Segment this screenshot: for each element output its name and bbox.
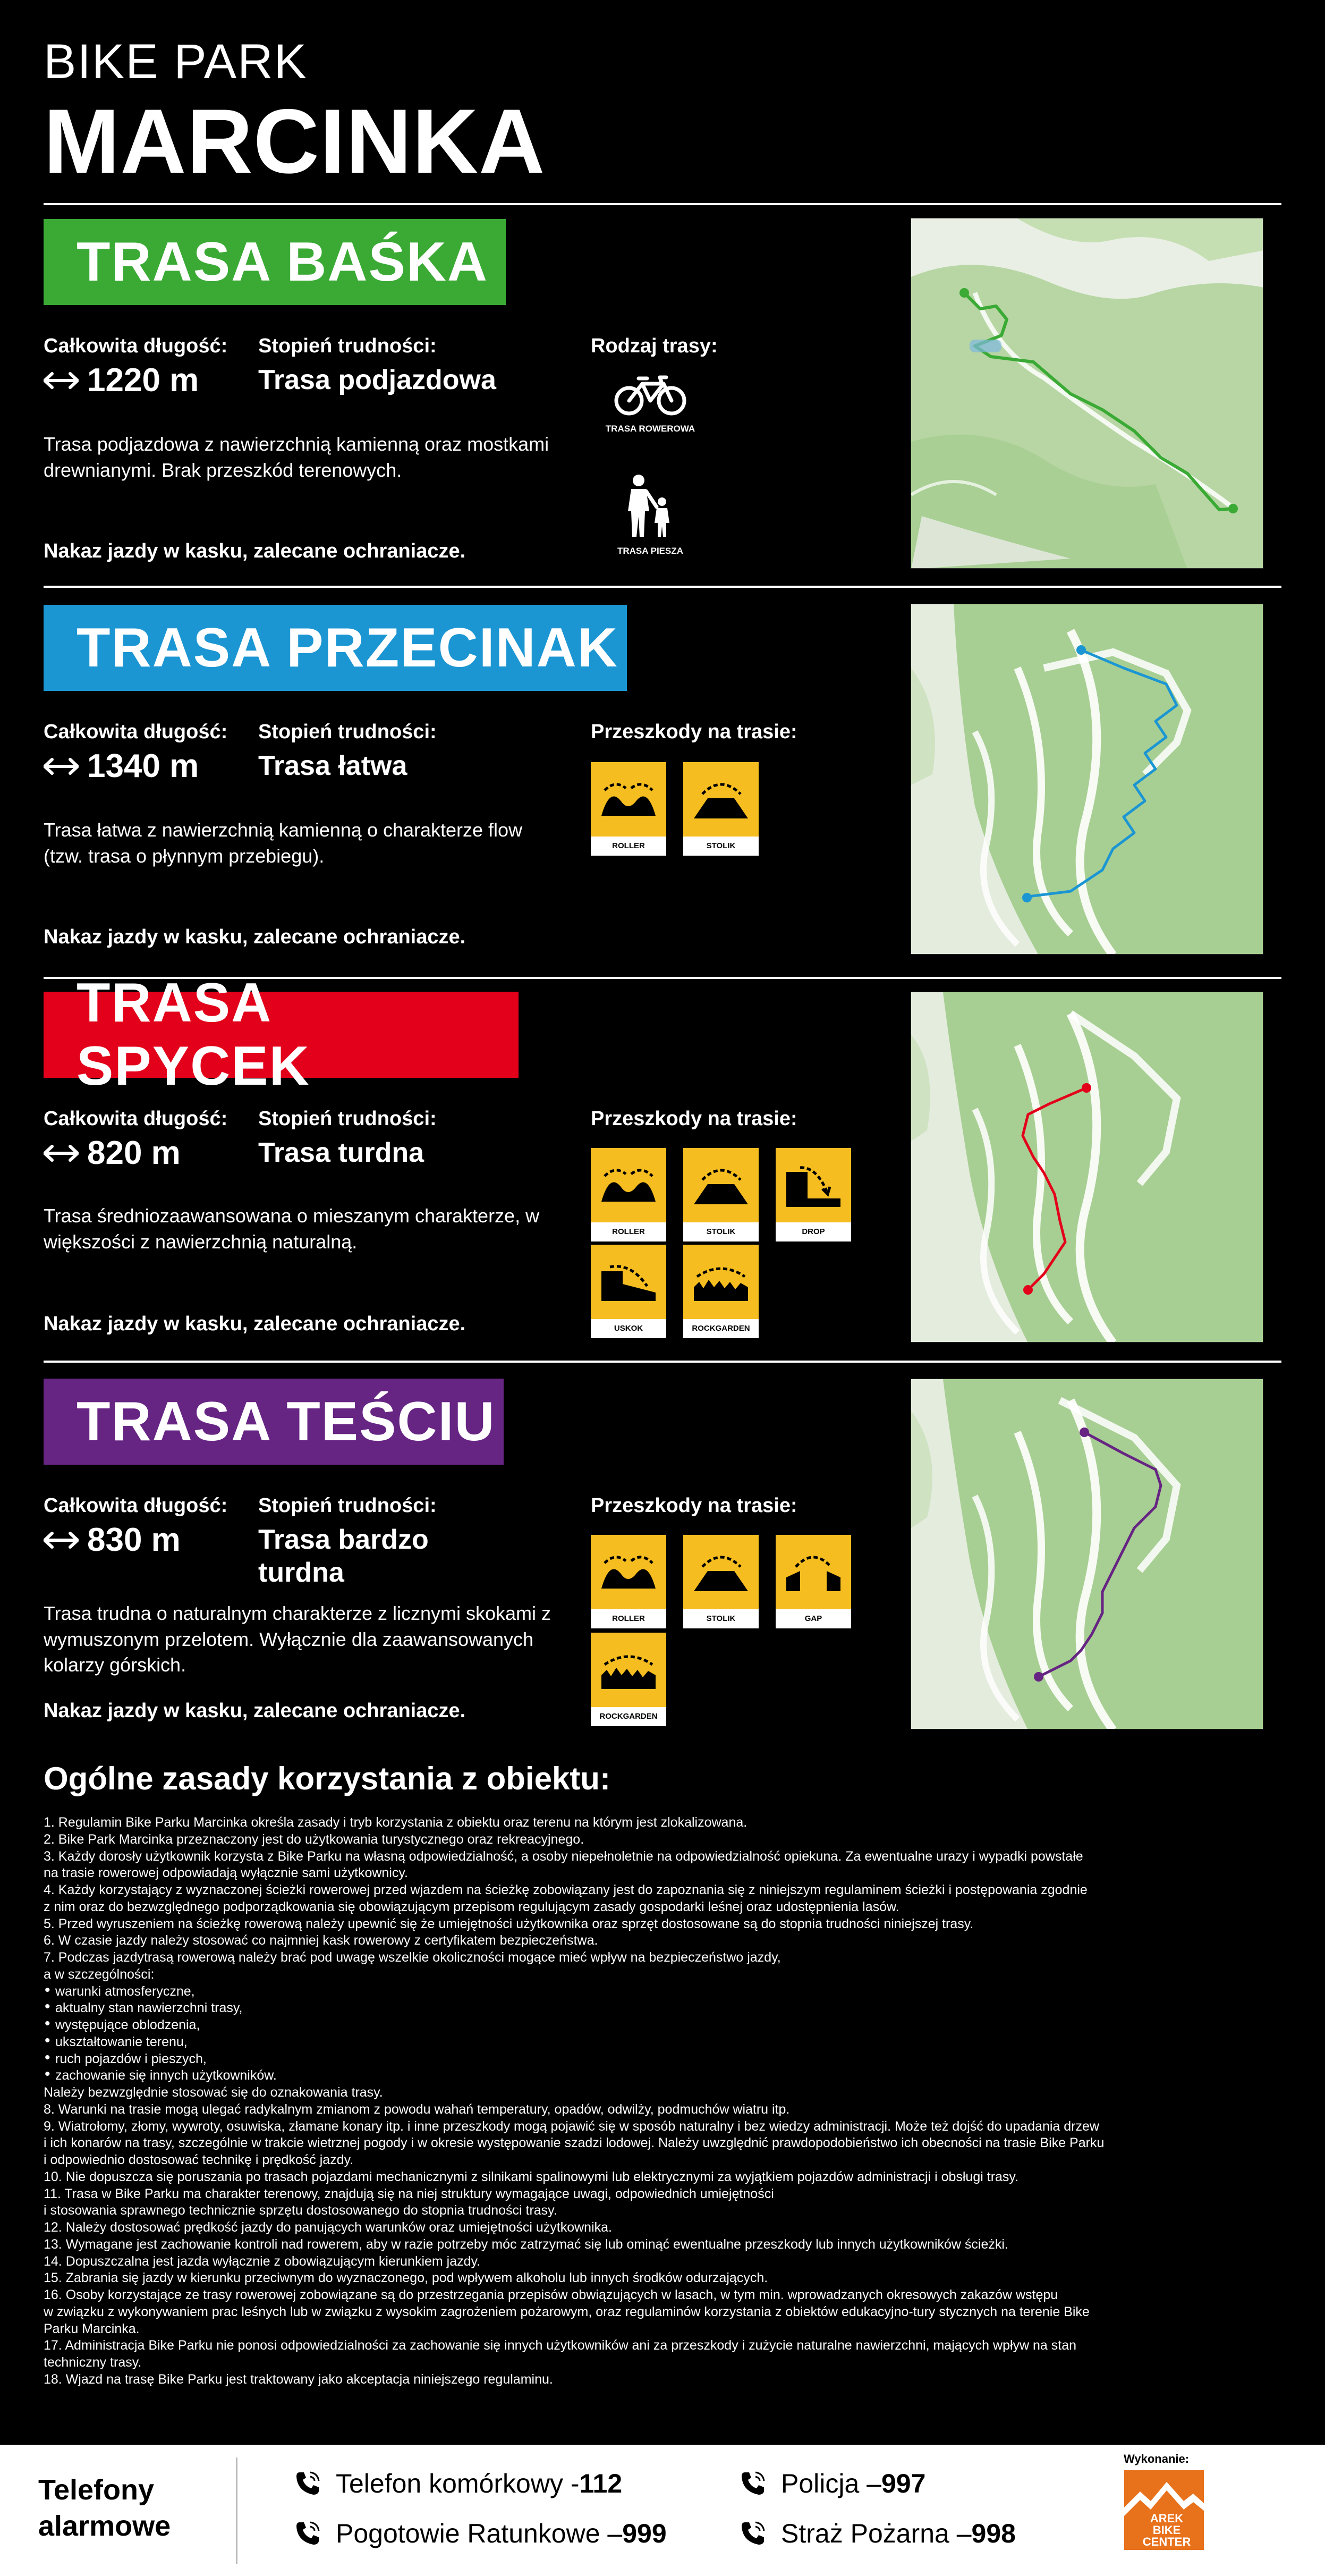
header-title: MARCINKA <box>44 90 546 192</box>
trail-map-svg <box>911 992 1263 1342</box>
length-label: Całkowita długość: <box>44 1108 228 1130</box>
route-type-bike <box>587 373 714 434</box>
drop-icon <box>784 1161 843 1209</box>
footer <box>0 2445 1325 2576</box>
trail-description: Trasa średniozaawansowana o mieszanym charakterze, w większości z nawierzchnią naturalną. <box>44 1205 540 1253</box>
bicycle-icon <box>613 373 687 416</box>
rules-title: Ogólne zasady korzystania z obiektu: <box>44 1761 610 1796</box>
svg-text:CENTER: CENTER <box>1142 2535 1191 2548</box>
step-down-icon <box>599 1261 658 1303</box>
safety-notice: Nakaz jazdy w kasku, zalecane ochraniacze. <box>44 926 466 948</box>
trail-section-przecinak <box>44 605 1281 972</box>
obstacles-label: Przeszkody na trasie: <box>591 1494 797 1517</box>
route-type-caption: TRASA ROWEROWA <box>605 424 695 434</box>
trail-title: TRASA PRZECINAK <box>77 616 618 679</box>
difficulty-label: Stopień trudności: <box>258 721 437 743</box>
length-label: Całkowita długość: <box>44 721 228 743</box>
route-type-label: Rodzaj trasy: <box>591 335 718 357</box>
roller-icon <box>599 1167 658 1204</box>
table-jump-icon <box>692 1164 750 1206</box>
obstacles-label: Przeszkody na trasie: <box>591 721 797 743</box>
rules-line: 1. Regulamin Bike Parku Marcinka określa zasady i tryb korzystania z obiektu oraz terenu na którym jest zlokalizowana. <box>44 1815 748 1830</box>
obstacle-gap: GAP <box>776 1535 851 1628</box>
divider <box>44 203 1281 205</box>
gap-jump-icon <box>784 1551 843 1593</box>
rules-bullet: • warunki atmosferyczne, <box>44 1983 1271 2000</box>
obstacle-drop: DROP <box>776 1148 851 1241</box>
trail-description: Trasa łatwa z nawierzchnią kamienną o charakterze flow (tzw. trasa o płynnym przebiegu). <box>44 819 523 867</box>
rules-bullet: • ruch pojazdów i pieszych, <box>44 2051 1271 2068</box>
rules-line: i stosowania sprawnego technicznie sprzętu dostosowanego do stopnia trudności trasy. <box>44 2203 557 2218</box>
rules-line: 2. Bike Park Marcinka przeznaczony jest do użytkowania turystycznego oraz rekreacyjnego. <box>44 1831 584 1847</box>
trail-length: 820 m <box>44 1134 181 1172</box>
trail-section-tesciu <box>44 1379 1281 1751</box>
trail-title: TRASA TEŚCIU <box>77 1390 496 1452</box>
rules-list <box>44 1814 1271 2388</box>
rules-line: z nim oraz do bezwzględnego podporządkowania się obowiązującym przepisom regulującym zasady gospodarki leśnej oraz udostępnienia lasów. <box>44 1899 899 1914</box>
difficulty-label: Stopień trudności: <box>258 335 437 357</box>
trail-map-svg <box>911 1379 1263 1729</box>
rockgarden-icon <box>692 1261 750 1303</box>
safety-notice: Nakaz jazdy w kasku, zalecane ochraniacze. <box>44 1700 466 1722</box>
trail-description: Trasa trudna o naturalnym charakterze z licznymi skokami z wymuszonym przelotem. Wyłącznie dla zaawansowanych kolarzy górskich. <box>44 1602 551 1676</box>
rules-line: 18. Wjazd na trasę Bike Parku jest traktowany jako akceptacja niniejszego regulaminu. <box>44 2371 553 2387</box>
rules-bullet: • ukształtowanie terenu, <box>44 2034 1271 2051</box>
rules-bullet: • występujące oblodzenia, <box>44 2017 1271 2034</box>
obstacles-label: Przeszkody na trasie: <box>591 1108 797 1130</box>
rules-line: 7. Podczas jazdytrasą rowerową należy brać pod uwagę wszelkie okoliczności mogące mieć wpływ na bezpieczeństwo jazdy, <box>44 1950 781 1965</box>
credit-label: Wykonanie: <box>1124 2452 1190 2465</box>
rules-line: w związku z wykonywaniem prac leśnych lub w związku z wysokim zagrożeniem pożarowym, oraz regulaminów korzystania z obiektów edukacyjno-tury stycznych na terenie Bike <box>44 2304 1090 2319</box>
obstacle-roller: ROLLER <box>591 762 666 856</box>
obstacle-rockgarden: ROCKGARDEN <box>591 1633 666 1726</box>
roller-icon <box>599 781 658 818</box>
trail-difficulty: Trasa turdna <box>258 1137 424 1168</box>
rules-line: 12. Należy dostosować prędkość jazdy do panujących warunków oraz umiejętności użytkownika. <box>44 2220 612 2235</box>
rules-line: i odpowiednio dostosować technikę i prędkość jazdy. <box>44 2152 354 2167</box>
obstacle-rockgarden: ROCKGARDEN <box>683 1245 759 1338</box>
rules-line: a w szczególności: <box>44 1966 155 1982</box>
rules-line: na trasie rowerowej odpowiadają wyłącznie sami użytkownicy. <box>44 1865 408 1881</box>
rules-line: 6. W czasie jazdy należy stosować co najmniej kask rowerowy z certyfikatem bezpieczeństwa. <box>44 1933 598 1948</box>
trail-difficulty: Trasa bardzo turdna <box>258 1524 429 1589</box>
length-label: Całkowita długość: <box>44 1494 228 1517</box>
rules-line: 9. Wiatrołomy, złomy, wywroty, osuwiska, złamane konary itp. i inne przeszkody mogą pojawić się w sposób naturalny i bez wiedzy administracji. Może też dojść do upadania drzew <box>44 2118 1099 2134</box>
trail-title: TRASA SPYCEK <box>77 972 310 1097</box>
difficulty-label: Stopień trudności: <box>258 1494 437 1517</box>
footer-divider <box>236 2457 237 2564</box>
rules-bullet: • zachowanie się innych użytkowników. <box>44 2067 1271 2084</box>
trail-section-spycek <box>44 972 1281 1364</box>
rules-line: 15. Zabrania się jazdy w kierunku przeciwnym do wyznaczonego, pod wpływem alkoholu lub innych środków odurzających. <box>44 2270 768 2286</box>
rules-line: Parku Marcinka. <box>44 2321 140 2336</box>
phone-icon <box>740 2520 766 2547</box>
phone-fire: Straż Pożarna – 998 <box>740 2518 1016 2549</box>
trail-length: 1340 m <box>44 747 199 785</box>
phone-icon <box>740 2470 766 2497</box>
trail-length: 830 m <box>44 1521 181 1559</box>
rules-line: 14. Dopuszczalna jest jazda wyłącznie z obowiązującym kierunkiem jazdy. <box>44 2253 481 2269</box>
rules-line: 16. Osoby korzystające ze trasy rowerowej zobowiązane są do przestrzegania przepisów obwiązujących w lasach, w tym min. wprowadzanych okresowych zakazów wstępu <box>44 2287 1058 2302</box>
trail-map-svg <box>911 604 1263 955</box>
obstacle-stolik: STOLIK <box>683 1148 759 1241</box>
trail-title-bar <box>44 1379 504 1465</box>
header-subtitle: BIKE PARK <box>44 35 308 89</box>
rules-line: 5. Przed wyruszeniem na ścieżkę rowerową należy upewnić się że umiejętności użytkownika oraz sprzęt dostosowane są do stopnia trudności niniejszej trasy. <box>44 1916 974 1931</box>
phone-icon <box>294 2470 321 2497</box>
trail-title: TRASA BAŚKA <box>77 231 489 293</box>
table-jump-icon <box>692 778 750 821</box>
trail-section-baska <box>44 219 1281 586</box>
obstacle-roller: ROLLER <box>591 1535 666 1628</box>
rules-line: 10. Nie dopuszcza się poruszania po trasach pojazdami mechanicznymi z silnikami spalinowymi lub elektrycznymi za wyjątkiem pojazdów administracji i obsługi trasy. <box>44 2169 1019 2184</box>
rules-line: 11. Trasa w Bike Parku ma charakter terenowy, znajdują się na niej struktury wymagające uwagi, odpowiednich umiejętności <box>44 2186 774 2201</box>
difficulty-label: Stopień trudności: <box>258 1108 437 1130</box>
trail-map-przecinak <box>911 604 1263 955</box>
phone-ambulance: Pogotowie Ratunkowe – 999 <box>294 2518 667 2549</box>
route-type-caption: TRASA PIESZA <box>617 546 684 556</box>
trail-description: Trasa podjazdowa z nawierzchnią kamienną oraz mostkami drewnianymi. Brak przeszkód terenowych. <box>44 433 549 481</box>
obstacle-stolik: STOLIK <box>683 1535 759 1628</box>
footer-title: Telefony alarmowe <box>38 2474 171 2542</box>
divider <box>44 1361 1281 1363</box>
phone-icon <box>294 2520 321 2547</box>
table-jump-icon <box>692 1551 750 1593</box>
trail-title-bar <box>44 219 506 305</box>
trail-map-spycek <box>911 992 1263 1342</box>
obstacle-stolik: STOLIK <box>683 762 759 856</box>
divider <box>44 586 1281 588</box>
rules-line: 13. Wymagane jest zachowanie kontroli nad rowerem, aby w razie potrzeby móc zatrzymać się lub ominąć ewentualne przeszkody lub innych użytkowników ścieżki. <box>44 2236 1008 2252</box>
trail-map-svg <box>911 218 1263 569</box>
roller-icon <box>599 1553 658 1591</box>
length-arrow-icon <box>44 371 79 390</box>
obstacle-roller: ROLLER <box>591 1148 666 1241</box>
obstacle-uskok: USKOK <box>591 1245 666 1338</box>
rules-line: 4. Każdy korzystający z wyznaczonej ścieżki rowerowej przed wjazdem na ścieżkę zobowiązany jest do zapoznania się z niniejszym regulaminem ścieżki i postępowania zgodnie <box>44 1882 1088 1897</box>
length-arrow-icon <box>44 1144 79 1162</box>
rules-line: Należy bezwzględnie stosować się do oznakowania trasy. <box>44 2085 383 2100</box>
trail-difficulty: Trasa łatwa <box>258 750 407 781</box>
route-type-walk <box>587 474 714 556</box>
rules-line: i ich konarów na trasy, szczególnie w trakcie wietrznej pogody i w okresie występowanie szadzi lodowej. Należy uwzględnić prawdopodobieństwo ich obecności na trasie Bike Parku <box>44 2135 1105 2151</box>
phone-police: Policja – 997 <box>740 2468 925 2499</box>
length-arrow-icon <box>44 757 79 775</box>
rules-line: 8. Warunki na trasie mogą ulegać radykalnym zmianom z powodu wahań temperatury, opadów, odwilży, podmuchów wiatru itp. <box>44 2101 790 2117</box>
pedestrian-icon <box>618 474 682 538</box>
trail-difficulty: Trasa podjazdowa <box>258 365 496 395</box>
trail-title-bar <box>44 605 627 691</box>
length-label: Całkowita długość: <box>44 335 228 357</box>
safety-notice: Nakaz jazdy w kasku, zalecane ochraniacze. <box>44 1313 466 1335</box>
phone-mobile: Telefon komórkowy - 112 <box>294 2468 622 2499</box>
svg-text:AREK: AREK <box>1150 2512 1184 2525</box>
trail-length: 1220 m <box>44 361 199 399</box>
arek-bike-center-logo <box>1124 2470 1204 2550</box>
trail-title-bar <box>44 972 519 1097</box>
rockgarden-icon <box>599 1649 658 1691</box>
length-arrow-icon <box>44 1531 79 1549</box>
safety-notice: Nakaz jazdy w kasku, zalecane ochraniacze. <box>44 540 466 562</box>
trail-map-tesciu <box>911 1379 1263 1729</box>
rules-line: 17. Administracja Bike Parku nie ponosi odpowiedzialności za zachowanie się innych użytkowników ani za przeszkody i zużycie naturalne nawierzchni, mających wpływ na stan <box>44 2338 1077 2353</box>
svg-text:BIKE: BIKE <box>1152 2523 1181 2537</box>
page-header <box>44 35 546 192</box>
rules-bullet: • aktualny stan nawierzchni trasy, <box>44 2000 1271 2017</box>
rules-line: 3. Każdy dorosły użytkownik korzysta z Bike Parku na własną odpowiedzialność, a osoby niepełnoletnie na odpowiedzialność opiekuna. Za ewentualne urazy i wypadki powstałe <box>44 1848 1083 1864</box>
trail-map-baska <box>911 218 1263 569</box>
rules-line: techniczny trasy. <box>44 2355 142 2370</box>
